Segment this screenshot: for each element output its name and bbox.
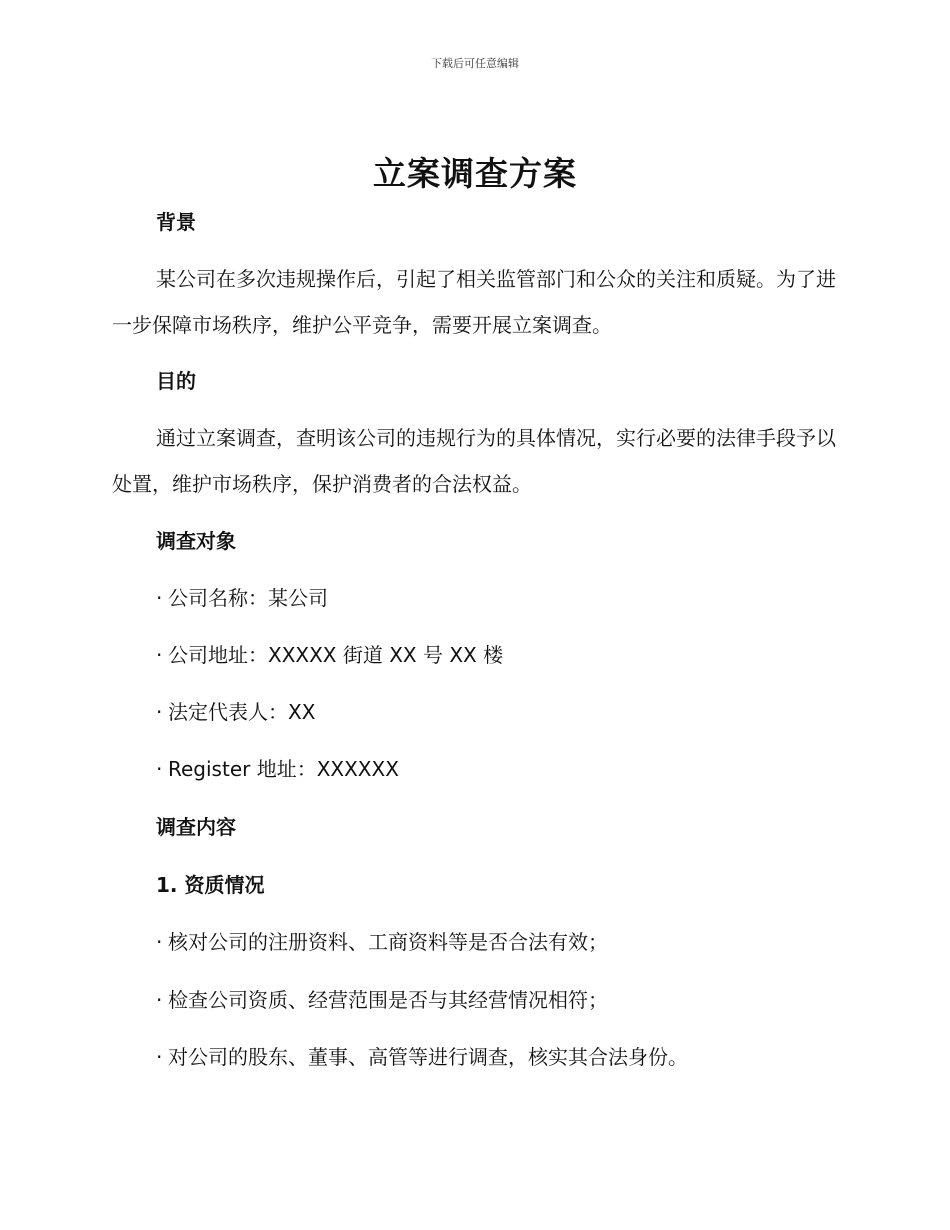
target-list-item (156, 584, 328, 612)
subsection-heading-qualification: 1. 资质情况 (156, 873, 265, 897)
section-heading-content: 调查内容 (156, 815, 236, 839)
content-item-text: 对公司的股东、董事、高管等进行调查，核实其合法身份。 (168, 1045, 688, 1069)
bullet-icon: · (156, 700, 163, 724)
header-note: 下载后可任意编辑 (431, 57, 519, 70)
content-list-item (156, 1043, 688, 1071)
target-item-text: 法定代表人：XX (168, 700, 316, 724)
content-list-item (156, 928, 608, 956)
bullet-icon: · (156, 757, 163, 781)
content-list-item (156, 986, 608, 1014)
bullet-icon: · (156, 930, 163, 954)
target-item-text: Register 地址：XXXXXX (168, 757, 399, 781)
bullet-icon: · (156, 643, 163, 667)
bullet-icon: · (156, 1045, 163, 1069)
content-item-text: 检查公司资质、经营范围是否与其经营情况相符； (168, 988, 608, 1012)
section-heading-purpose: 目的 (156, 369, 196, 393)
purpose-paragraph: 通过立案调查，查明该公司的违规行为的具体情况，实行必要的法律手段予以处置，维护市场秩序，保护消费者的合法权益。 (112, 426, 836, 496)
section-heading-target: 调查对象 (156, 529, 236, 553)
page-title: 立案调查方案 (373, 154, 577, 193)
bullet-icon: · (156, 586, 163, 610)
target-item-text: 公司名称：某公司 (168, 586, 328, 610)
target-item-text: 公司地址：XXXXX 街道 XX 号 XX 楼 (168, 643, 504, 667)
content-item-text: 核对公司的注册资料、工商资料等是否合法有效； (168, 930, 608, 954)
section-heading-background: 背景 (156, 210, 196, 234)
target-list-item (156, 755, 399, 783)
background-paragraph: 某公司在多次违规操作后，引起了相关监管部门和公众的关注和质疑。为了进一步保障市场秩序，维护公平竞争，需要开展立案调查。 (112, 267, 836, 337)
bullet-icon: · (156, 988, 163, 1012)
target-list-item (156, 641, 503, 669)
target-list-item (156, 698, 315, 726)
